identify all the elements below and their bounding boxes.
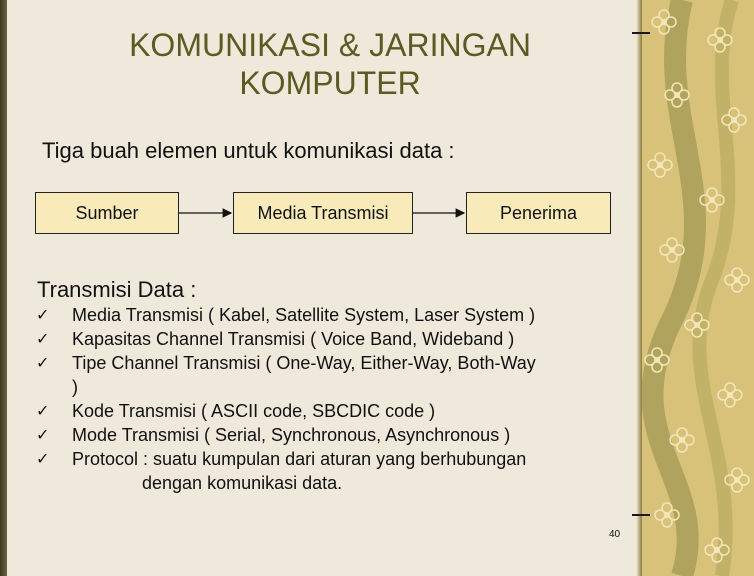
list-item-text: Protocol : suatu kumpulan dari aturan yang berhubungan	[72, 449, 527, 469]
bullet-list	[36, 303, 616, 495]
checkmark-icon: ✓	[36, 425, 50, 444]
list-item-text: Mode Transmisi ( Serial, Synchronous, Asynchronous )	[72, 425, 511, 445]
list-item-text: Kapasitas Channel Transmisi ( Voice Band, Wideband )	[72, 329, 515, 349]
checkmark-icon: ✓	[36, 305, 50, 324]
list-item	[36, 303, 616, 327]
list-item	[36, 423, 616, 447]
list-item	[36, 327, 616, 351]
list-item	[36, 399, 616, 423]
list-item-continuation: dengan komunikasi data.	[142, 473, 343, 493]
subtitle: Tiga buah elemen untuk komunikasi data :	[42, 138, 455, 163]
title-line-2: KOMPUTER	[239, 65, 421, 101]
section-heading: Transmisi Data :	[37, 277, 197, 302]
checkmark-icon: ✓	[36, 329, 50, 348]
list-item-continuation: )	[72, 377, 78, 397]
flow-box-label: Sumber	[75, 202, 139, 223]
list-item	[36, 447, 616, 495]
list-item-text: Kode Transmisi ( ASCII code, SBCDIC code )	[72, 401, 436, 421]
checkmark-icon: ✓	[36, 449, 50, 468]
list-item-text: Tipe Channel Transmisi ( One-Way, Either-Way, Both-Way	[72, 353, 536, 373]
title-line-1: KOMUNIKASI & JARINGAN	[129, 27, 531, 63]
list-item-text: Media Transmisi ( Kabel, Satellite System, Laser System )	[72, 305, 536, 325]
checkmark-icon: ✓	[36, 353, 50, 372]
flow-box-label: Penerima	[499, 202, 578, 223]
checkmark-icon: ✓	[36, 401, 50, 420]
page-number: 40	[609, 529, 621, 540]
list-item	[36, 351, 616, 399]
flow-box-label: Media Transmisi	[257, 202, 389, 223]
